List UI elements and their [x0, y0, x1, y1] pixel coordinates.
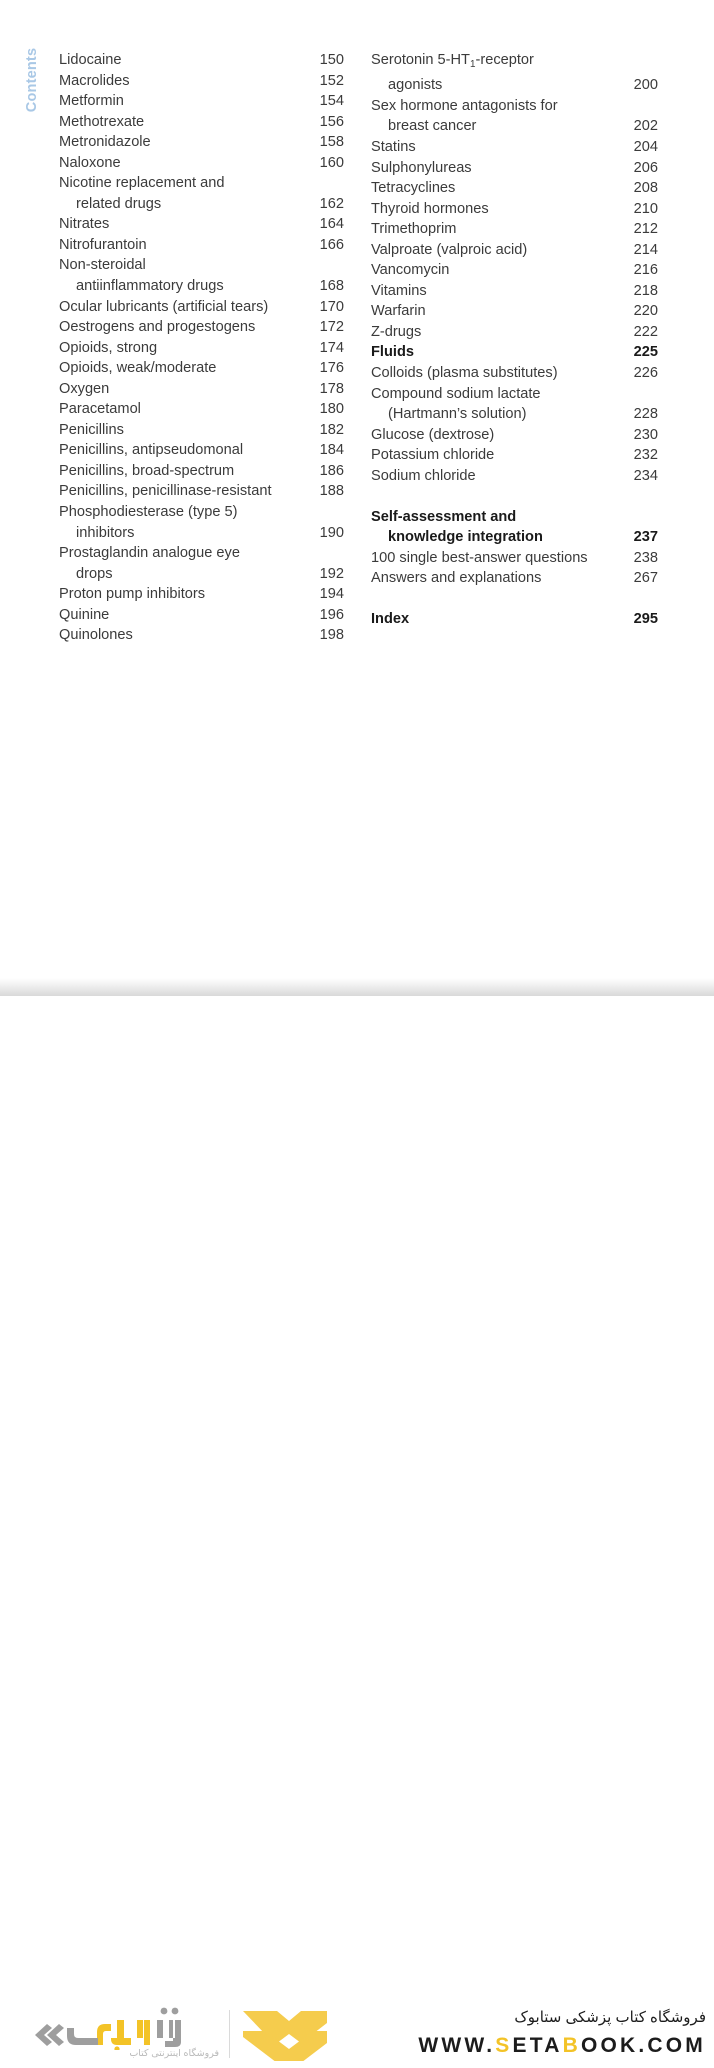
- toc-entry: [59, 173, 344, 214]
- toc-entry-page-number: 220: [633, 303, 658, 320]
- toc-column-left: [59, 50, 344, 646]
- toc-entry-page-number: 174: [319, 339, 344, 356]
- toc-entry: [59, 481, 344, 502]
- toc-entry: [371, 281, 658, 302]
- toc-entry: [371, 96, 658, 137]
- toc-entry-title: Trimethoprim: [371, 221, 457, 238]
- toc-entry-page-number: 230: [633, 426, 658, 443]
- toc-entry-page-number: 228: [633, 406, 658, 423]
- toc-entry-title: Colloids (plasma substitutes): [371, 364, 558, 381]
- toc-entry: [371, 466, 658, 487]
- toc-entry-title-continued: inhibitors: [76, 524, 135, 541]
- toc-entry: [371, 219, 658, 240]
- toc-entry-title: Tetracyclines: [371, 180, 456, 197]
- toc-entry: [371, 425, 658, 446]
- toc-entry: [59, 214, 344, 235]
- brand-url-segment: B: [562, 2034, 581, 2057]
- toc-entry-title: Penicillins, penicillinase-resistant: [59, 483, 272, 500]
- toc-entry-title: Methotrexate: [59, 113, 145, 130]
- toc-entry-title: Ocular lubricants (artificial tears): [59, 298, 269, 315]
- toc-entry: [59, 584, 344, 605]
- toc-entry: [59, 605, 344, 626]
- toc-entry-page-number: 168: [319, 278, 344, 295]
- toc-entry: [371, 363, 658, 384]
- toc-entry-title: Nitrates: [59, 216, 110, 233]
- toc-entry: [59, 255, 344, 296]
- toc-entry-title: Penicillins, antipseudomonal: [59, 442, 244, 459]
- toc-entry-title: Thyroid hormones: [371, 200, 489, 217]
- toc-entry-page-number: 208: [633, 180, 658, 197]
- toc-entry: [371, 178, 658, 199]
- toc-entry: [59, 420, 344, 441]
- toc-entry: [371, 342, 658, 363]
- toc-entry-title: Valproate (valproic acid): [371, 241, 528, 258]
- toc-entry: [59, 112, 344, 133]
- toc-entry-page-number: 180: [319, 401, 344, 418]
- toc-entry: [371, 301, 658, 322]
- toc-entry-title-continued: agonists: [388, 77, 443, 94]
- toc-entry-title-continued: related drugs: [76, 195, 162, 212]
- toc-entry-page-number: 164: [319, 216, 344, 233]
- toc-entry-title: Quinolones: [59, 627, 133, 644]
- toc-entry-page-number: 170: [319, 298, 344, 315]
- toc-entry: [59, 297, 344, 318]
- toc-entry-page-number: 156: [319, 113, 344, 130]
- toc-entry-page-number: 232: [633, 447, 658, 464]
- toc-entry-title-continued: (Hartmann’s solution): [388, 406, 527, 423]
- contents-tab-label: Contents: [24, 47, 40, 113]
- toc-entry-title-continued: knowledge integration: [388, 529, 543, 546]
- toc-entry-title: Macrolides: [59, 72, 130, 89]
- toc-entry: [59, 317, 344, 338]
- toc-entry: [59, 91, 344, 112]
- toc-entry-title: Glucose (dextrose): [371, 426, 495, 443]
- toc-entry-title: Opioids, strong: [59, 339, 158, 356]
- toc-entry-page-number: 202: [633, 118, 658, 135]
- toc-entry-page-number: 166: [319, 236, 344, 253]
- toc-entry: [371, 568, 658, 589]
- toc-column-right: [371, 50, 658, 630]
- toc-entry-page-number: 162: [319, 195, 344, 212]
- toc-entry: [371, 158, 658, 179]
- logo-subtitle: فروشگاه اینترنتی کتاب: [129, 2048, 219, 2059]
- toc-entry-page-number: 206: [633, 159, 658, 176]
- toc-entry-title: Serotonin $5-HT_1$-receptor agonists: [371, 50, 612, 96]
- toc-entry-page-number: 176: [319, 360, 344, 377]
- logo-divider: [229, 2010, 230, 2058]
- toc-entry-title: Potassium chloride: [371, 447, 495, 464]
- toc-entry-page-number: 234: [633, 467, 658, 484]
- toc-entry-title: Penicillins: [59, 421, 124, 438]
- toc-entry-page-number: 190: [319, 524, 344, 541]
- toc-entry-page-number: 210: [633, 200, 658, 217]
- brand-tagline: فروشگاه کتاب پزشکی ستابوک: [514, 2009, 706, 2026]
- toc-entry-page-number: 225: [633, 344, 658, 361]
- toc-entry-title: Non-steroidal antiinflammatory drugs: [59, 255, 298, 296]
- toc-entry-title: Vancomycin: [371, 262, 450, 279]
- toc-entry: [59, 338, 344, 359]
- toc-entry: [59, 461, 344, 482]
- toc-entry: [59, 50, 344, 71]
- brand-url-segment: ETA: [512, 2034, 563, 2057]
- toc-entry-page-number: 160: [319, 154, 344, 171]
- toc-entry-title: Statins: [371, 138, 416, 155]
- toc-entry-page-number: 196: [319, 606, 344, 623]
- toc-entry: [371, 50, 658, 96]
- toc-entry-page-number: 237: [633, 529, 658, 546]
- toc-entry-title: Proton pump inhibitors: [59, 586, 206, 603]
- setabook-wordmark-icon: [33, 2006, 213, 2050]
- toc-entry-page-number: 150: [319, 52, 344, 68]
- toc-entry-title: Sex hormone antagonists for breast cancer: [371, 96, 612, 137]
- toc-entry: [59, 132, 344, 153]
- toc-entry-page-number: 226: [633, 364, 658, 381]
- toc-entry: [371, 322, 658, 343]
- toc-entry-page-number: 192: [319, 565, 344, 582]
- toc-entry-page-number: 152: [319, 72, 344, 89]
- setabook-logo[interactable]: [33, 2006, 333, 2068]
- toc-entry: [371, 199, 658, 220]
- toc-entry: [371, 384, 658, 425]
- toc-entry-page-number: 218: [633, 282, 658, 299]
- toc-entry: [59, 502, 344, 543]
- book-page: [0, 0, 714, 996]
- toc-entry-title-continued: drops: [76, 565, 113, 582]
- toc-entry-page-number: 182: [319, 421, 344, 438]
- toc-entry-title: Nicotine replacement and related drugs: [59, 173, 298, 214]
- brand-url-segment: OOK.COM: [580, 2034, 706, 2057]
- toc-entry-page-number: 184: [319, 442, 344, 459]
- toc-entry-title: Oestrogens and progestogens: [59, 319, 256, 336]
- toc-entry-title: Metronidazole: [59, 134, 151, 151]
- toc-entry-title: Paracetamol: [59, 401, 141, 418]
- chevron-mark-icon: [239, 2009, 331, 2061]
- toc-entry: [59, 358, 344, 379]
- toc-entry-page-number: 186: [319, 462, 344, 479]
- toc-entry-title: Compound sodium lactate (Hartmann’s solution): [371, 384, 612, 425]
- toc-entry: [59, 235, 344, 256]
- toc-entry-page-number: 267: [633, 570, 658, 587]
- toc-entry-title: Nitrofurantoin: [59, 236, 147, 253]
- toc-entry-title: Metformin: [59, 93, 124, 110]
- toc-entry: [59, 379, 344, 400]
- toc-entry-page-number: 154: [319, 93, 344, 110]
- toc-entry-title-continued: antiinflammatory drugs: [76, 278, 224, 295]
- toc-entry: [371, 445, 658, 466]
- toc-entry-title: Index: [371, 611, 410, 628]
- toc-entry-title: Phosphodiesterase (type 5) inhibitors: [59, 502, 298, 543]
- toc-entry-title: Opioids, weak/moderate: [59, 360, 217, 377]
- toc-entry: [371, 260, 658, 281]
- toc-entry-page-number: 194: [319, 586, 344, 603]
- toc-entry-page-number: 188: [319, 483, 344, 500]
- toc-entry: [59, 440, 344, 461]
- site-footer-banner: [0, 996, 714, 2059]
- brand-url-segment: WWW.: [418, 2034, 496, 2057]
- toc-entry: [371, 137, 658, 158]
- toc-entry: [371, 548, 658, 569]
- toc-entry-page-number: 198: [319, 627, 344, 644]
- toc-entry-title: Penicillins, broad-spectrum: [59, 462, 235, 479]
- toc-entry-title: Lidocaine: [59, 52, 122, 68]
- toc-entry-title: Sodium chloride: [371, 467, 476, 484]
- toc-entry: [59, 153, 344, 174]
- toc-entry-title: Z-drugs: [371, 323, 422, 340]
- toc-entry: [59, 71, 344, 92]
- page-edge-shadow: [0, 978, 714, 996]
- toc-entry: [59, 543, 344, 584]
- brand-url-segment: S: [495, 2034, 513, 2057]
- toc-entry-title-continued: breast cancer: [388, 118, 477, 135]
- toc-entry-page-number: 178: [319, 380, 344, 397]
- toc-entry-title: Sulphonylureas: [371, 159, 472, 176]
- toc-entry-title: Warfarin: [371, 303, 426, 320]
- brand-url[interactable]: [346, 2034, 706, 2058]
- toc-entry: [59, 625, 344, 646]
- toc-entry: [371, 609, 658, 630]
- brand-text-block: [346, 2006, 706, 2058]
- toc-entry-page-number: 204: [633, 138, 658, 155]
- toc-entry-title: Prostaglandin analogue eye drops: [59, 543, 298, 584]
- toc-entry-title: Vitamins: [371, 282, 427, 299]
- toc-entry-page-number: 238: [633, 549, 658, 566]
- toc-entry-page-number: 222: [633, 323, 658, 340]
- toc-entry: [59, 399, 344, 420]
- toc-entry-page-number: 295: [633, 611, 658, 628]
- toc-entry-title: Naloxone: [59, 154, 121, 171]
- toc-entry-title: Answers and explanations: [371, 570, 542, 587]
- toc-entry-page-number: 158: [319, 134, 344, 151]
- toc-entry: [371, 240, 658, 261]
- toc-entry-page-number: 216: [633, 262, 658, 279]
- toc-entry-title: Oxygen: [59, 380, 110, 397]
- toc-entry-title: Fluids: [371, 344, 414, 361]
- toc-entry-page-number: 214: [633, 241, 658, 258]
- toc-entry-page-number: 212: [633, 221, 658, 238]
- toc-entry-page-number: 172: [319, 319, 344, 336]
- toc-entry-title: Self-assessment and knowledge integration: [371, 507, 612, 548]
- toc-entry-title: 100 single best-answer questions: [371, 549, 588, 566]
- toc-entry-page-number: 200: [633, 77, 658, 94]
- toc-entry-title: Quinine: [59, 606, 110, 623]
- toc-entry: [371, 507, 658, 548]
